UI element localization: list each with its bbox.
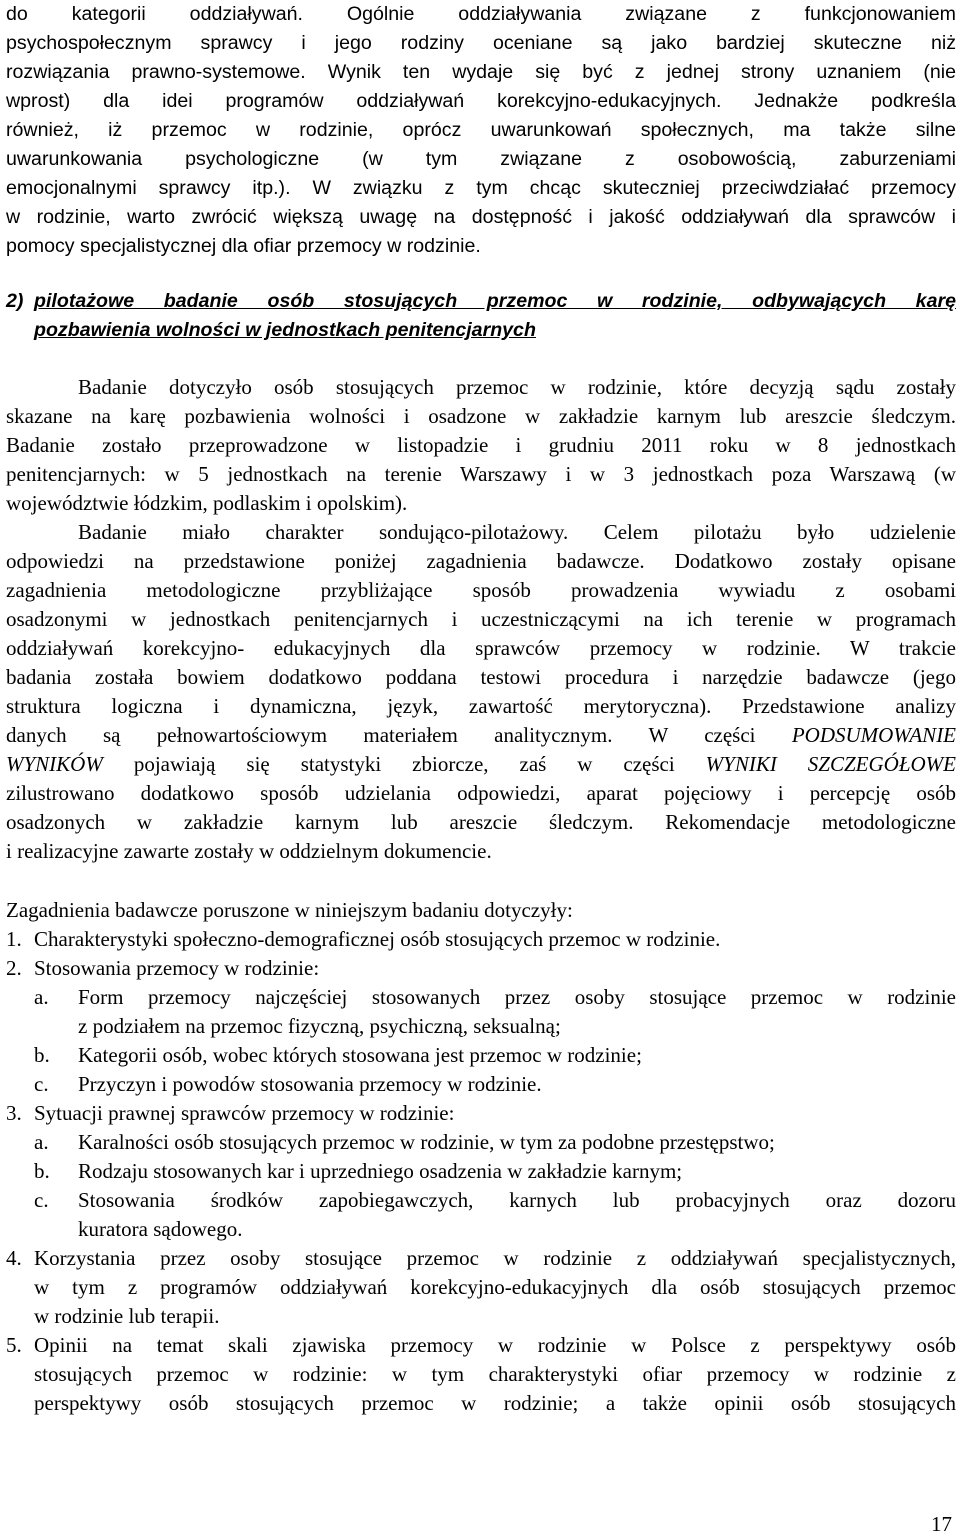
sub-item: a. Karalności osób stosujących przemoc w rodzinie, w tym za podobne przestępstwo;	[6, 1128, 956, 1157]
italic-term: WYNIKÓW	[6, 752, 103, 776]
text-line: osadzonych w zakładzie karnym lub areszcie śledczym. Rekomendacje metodologiczne	[6, 810, 956, 834]
list-item: 3. Sytuacji prawnej sprawców przemocy w rodzinie:	[6, 1099, 956, 1128]
text-line: odpowiedzi na przedstawione poniżej zagadnienia badawcze. Dodatkowo zostały opisane	[6, 549, 956, 573]
list-item-continuation: perspektywy osób stosujących przemoc w rodzinie; a także opinii osób stosujących	[34, 1391, 956, 1415]
sub-item: c. Stosowania środków zapobiegawczych, karnych lub probacyjnych oraz dozoru	[6, 1186, 956, 1215]
text-line: oddziaływań korekcyjno- edukacyjnych dla sprawców przemocy w rodzinie. W trakcie	[6, 636, 956, 660]
text-line: województwie łódzkim, podlaskim i opolskim).	[6, 491, 408, 515]
text-line: do kategorii oddziaływań. Ogólnie oddziaływania związane z funkcjonowaniem	[6, 3, 956, 25]
sub-item-label: b.	[34, 1043, 50, 1067]
sub-item-label: a.	[34, 1130, 49, 1154]
paragraph	[6, 373, 956, 518]
heading-line: 2) pilotażowe badanie osób stosujących przemoc w rodzinie, odbywających karę	[6, 287, 956, 316]
item-number: 1.	[6, 927, 22, 951]
text-line: zilustrowano dodatkowo sposób udzielania odpowiedzi, aparat pojęciowy i percepcję osób	[6, 781, 956, 805]
list-item: 1. Charakterystyki społeczno-demograficznej osób stosujących przemoc w rodzinie.	[6, 925, 956, 954]
text-line: emocjonalnymi sprawcy itp.). W związku z tym chcąc skuteczniej przeciwdziałać przemocy	[6, 177, 956, 199]
sub-item-label: c.	[34, 1188, 49, 1212]
text-line: penitencjarnych: w 5 jednostkach na terenie Warszawy i w 3 jednostkach poza Warszawą (w	[6, 462, 956, 486]
section-heading	[6, 287, 956, 345]
text-line: Badanie dotyczyło osób stosujących przemoc w rodzinie, które decyzją sądu zostały	[78, 375, 956, 399]
sub-item-label: b.	[34, 1159, 50, 1183]
sub-item: b. Kategorii osób, wobec których stosowana jest przemoc w rodzinie;	[6, 1041, 956, 1070]
sub-item: c. Przyczyn i powodów stosowania przemocy w rodzinie.	[6, 1070, 956, 1099]
list-item-continuation: stosujących przemoc w rodzinie: w tym charakterystyki ofiar przemocy w rodzinie z	[34, 1362, 956, 1386]
italic-term: PODSUMOWANIE	[791, 723, 957, 747]
text-line: struktura logiczna i dynamiczna, język, zawartość merytoryczna). Przedstawione analizy	[6, 694, 956, 718]
text-line: osadzonymi w jednostkach penitencjarnych i uczestniczącymi na ich terenie w programach	[6, 607, 956, 631]
sub-item-continuation: kuratora sądowego.	[78, 1217, 243, 1241]
text-line: psychospołecznym sprawcy i jego rodziny oceniane są jako bardziej skuteczne niż	[6, 32, 956, 54]
sub-item: b. Rodzaju stosowanych kar i uprzedniego osadzenia w zakładzie karnym;	[6, 1157, 956, 1186]
research-questions-list	[6, 925, 956, 1418]
text-line: WYNIKÓW pojawiają się statystyki zbiorcze, zaś w części WYNIKI SZCZEGÓŁOWE	[6, 752, 956, 776]
sub-item-continuation: z podziałem na przemoc fizyczną, psychiczną, seksualną;	[78, 1014, 561, 1038]
heading-number: 2)	[6, 290, 24, 312]
sub-item-label: a.	[34, 985, 49, 1009]
paragraph	[6, 518, 956, 866]
text-line: zagadnienia metodologiczne przybliżające sposób prowadzenia wywiadu z osobami	[6, 578, 956, 602]
text-line: danych są pełnowartościowym materiałem analitycznym. W części PODSUMOWANIE	[6, 723, 957, 747]
item-number: 3.	[6, 1101, 22, 1125]
text-line: badania została bowiem dodatkowo poddana testowi procedura i narzędzie badawcze (jego	[6, 665, 956, 689]
item-number: 5.	[6, 1333, 22, 1357]
text-line: wprost) dla idei programów oddziaływań korekcyjno-edukacyjnych. Jednakże podkreśla	[6, 90, 956, 112]
text-line: w rodzinie, warto zwrócić większą uwagę na dostępność i jakość oddziaływań dla sprawców i	[6, 206, 956, 228]
text-line: i realizacyjne zawarte zostały w oddzielnym dokumencie.	[6, 839, 492, 863]
item-number: 2.	[6, 956, 22, 980]
heading-line: pozbawienia wolności w jednostkach penitencjarnych	[34, 319, 536, 341]
text-line: uwarunkowania psychologiczne (w tym związane z osobowością, zaburzeniami	[6, 148, 956, 170]
list-item: 2. Stosowania przemocy w rodzinie:	[6, 954, 956, 983]
list-item: 5. Opinii na temat skali zjawiska przemocy w rodzinie w Polsce z perspektywy osób	[6, 1331, 956, 1360]
list-item-continuation: w tym z programów oddziaływań korekcyjno-edukacyjnych dla osób stosujących przemoc	[34, 1275, 956, 1299]
italic-term: WYNIKI SZCZEGÓŁOWE	[705, 752, 956, 776]
text-line: pomocy specjalistycznej dla ofiar przemocy w rodzinie.	[6, 235, 481, 257]
intro-paragraph	[6, 0, 956, 261]
sub-item: a. Form przemocy najczęściej stosowanych przez osoby stosujące przemoc w rodzinie	[6, 983, 956, 1012]
list-intro: Zagadnienia badawcze poruszone w niniejszym badaniu dotyczyły:	[6, 898, 573, 922]
text-line: Badanie zostało przeprowadzone w listopadzie i grudniu 2011 roku w 8 jednostkach	[6, 433, 956, 457]
list-item-continuation: w rodzinie lub terapii.	[34, 1304, 220, 1328]
text-line: Badanie miało charakter sondująco-pilotażowy. Celem pilotażu było udzielenie	[78, 520, 956, 544]
text-line: rozwiązania prawno-systemowe. Wynik ten wydaje się być z jednej strony uznaniem (nie	[6, 61, 956, 83]
page-number: 17	[931, 1512, 952, 1536]
text-line: skazane na karę pozbawienia wolności i osadzone w zakładzie karnym lub areszcie śledczym.	[6, 404, 956, 428]
list-item: 4. Korzystania przez osoby stosujące przemoc w rodzinie z oddziaływań specjalistycznych,	[6, 1244, 956, 1273]
item-number: 4.	[6, 1246, 22, 1270]
text-line: również, iż przemoc w rodzinie, oprócz uwarunkowań społecznych, ma także silne	[6, 119, 956, 141]
sub-item-label: c.	[34, 1072, 49, 1096]
